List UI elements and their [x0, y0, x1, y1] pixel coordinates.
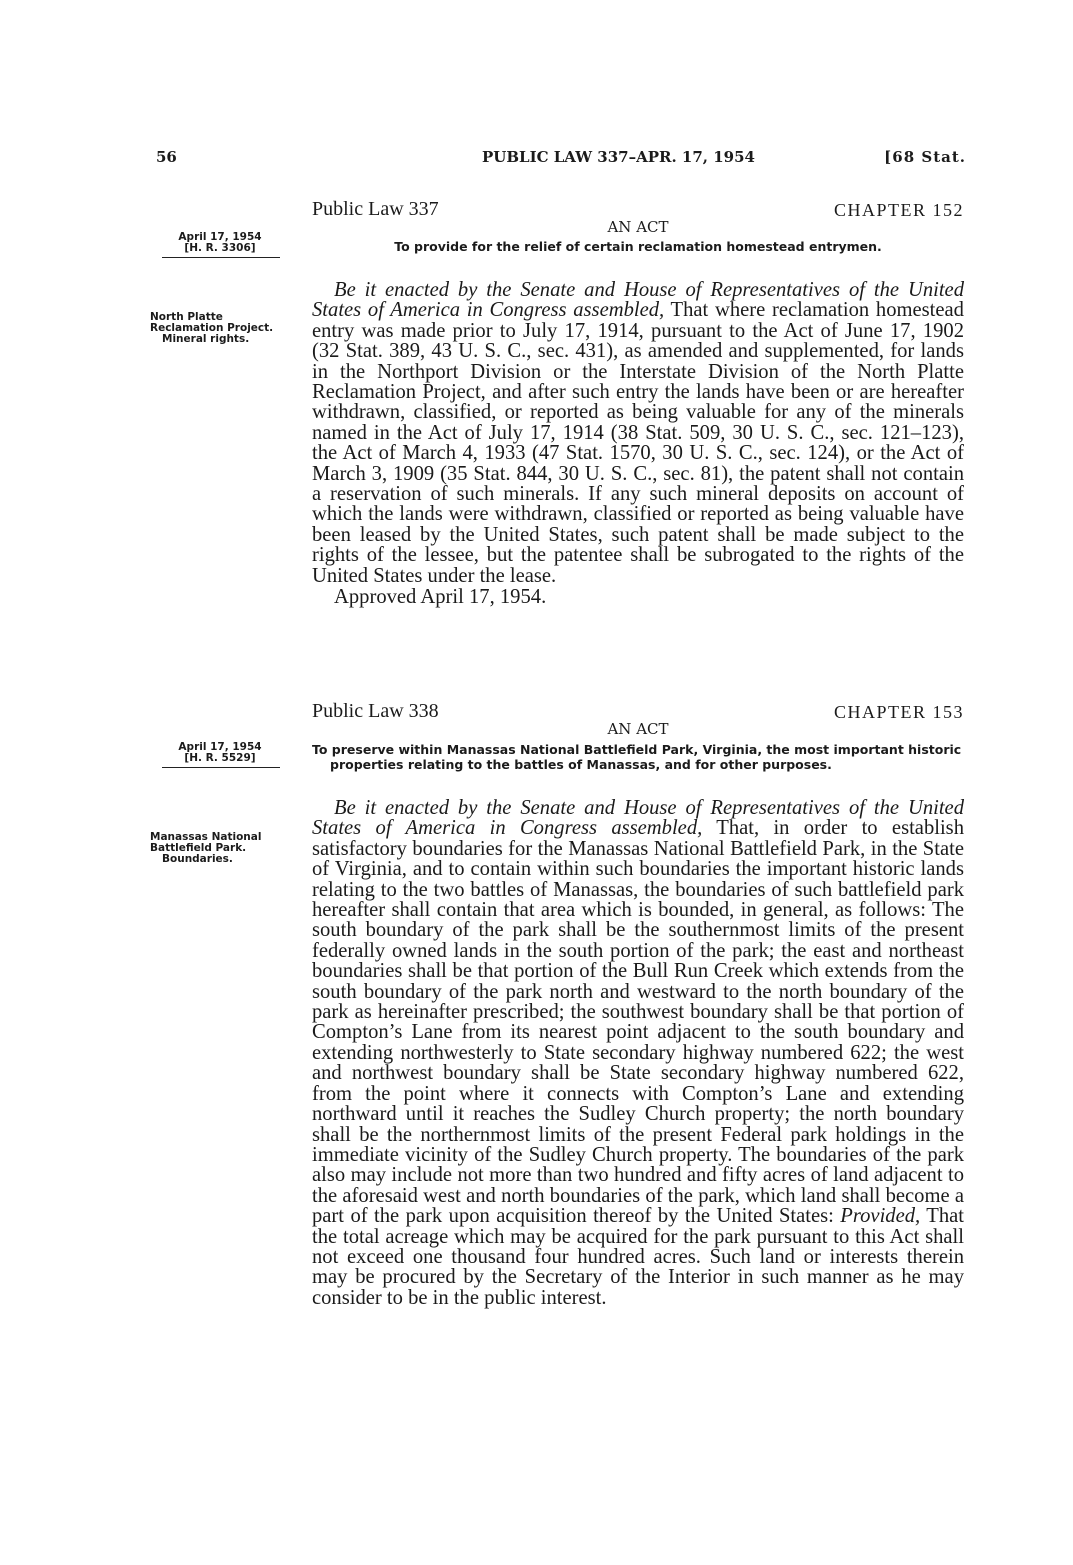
- margin-rule: [162, 257, 280, 258]
- margin-note-topic: [150, 312, 290, 345]
- margin-note-topic: [150, 832, 290, 865]
- chapter-number: CHAPTER 152: [833, 200, 964, 220]
- enacting-clause: Be it enacted by the Senate and House of Representatives of the United States of America in Congress assembled,: [312, 279, 964, 322]
- approval-line: Approved April 17, 1954.: [334, 586, 547, 609]
- law-section: [312, 700, 964, 1308]
- topic-subject: Boundaries.: [162, 853, 233, 865]
- public-law-number: Public Law 337: [312, 198, 439, 220]
- an-act-label: AN ACT: [607, 720, 669, 738]
- act-body: [312, 798, 964, 1308]
- margin-rule: [162, 767, 280, 768]
- act-text: That, in order to establish satisfactory boundaries for the Manassas National Battlefield Park, in the State of Virginia, and to contain within such boundaries the important historic lands relating to the two battles of Manassas, the boundaries of such battlefield park hereafter shall contain that area which is bounded, in general, as follows: The south boundary of the park shall be the southernmost limits of the present federally owned lands in the south portion of the park; the east and northeast boundaries shall be that portion of the Bull Run Creek which extends from the south boundary of the park north and westward to the north boundary of the park as hereinafter prescribed; the southwest boundary shall be that portion of Compton’s Lane from its nearest point adjacent to the south boundary and extending northwesterly to State secondary highway numbered 622; the west and northwest boundary shall be State secondary highway numbered 622, from the point where it connects with Compton’s Lane and extending northward until it reaches the Sudley Church property; the north boundary shall be the northernmost limits of the present Federal park holdings in the immediate vicinity of the Sudley Church property. The boundaries of the park also may include not more than two hundred and fifty acres of land adjacent to the aforesaid west and north boundaries of the park, which land shall become a part of the park upon acquisition thereof by the United States:: [312, 817, 964, 1228]
- approval-date: April 17, 1954: [178, 741, 262, 753]
- act-text-continued: That the total acreage which may be acquired for the park pursuant to this Act shall not exceed one thousand four hundred acres. Such land or interests therein may be procured by the Secretary of the Interior in such manner as he may consider to be in the public interest.: [312, 1205, 964, 1309]
- act-body: [312, 280, 964, 586]
- running-header: [156, 148, 966, 172]
- bill-number: [H. R. 5529]: [184, 752, 256, 764]
- topic-park: Manassas National Battlefield Park.: [150, 831, 262, 854]
- law-section: [312, 198, 964, 608]
- running-title: PUBLIC LAW 337–APR. 17, 1954: [482, 148, 755, 166]
- act-purpose: To preserve within Manassas National Battlefield Park, Virginia, the most important historic properties relating to the battles of Manassas, and for other purposes.: [312, 742, 962, 772]
- act-purpose: To provide for the relief of certain reclamation homestead entrymen.: [394, 239, 882, 254]
- topic-subject: Mineral rights.: [162, 333, 250, 345]
- law-heading: [312, 198, 964, 224]
- act-paragraph: [312, 798, 964, 1308]
- proviso: Provided,: [840, 1205, 921, 1228]
- public-law-number: Public Law 338: [312, 700, 439, 722]
- an-act-label: AN ACT: [607, 218, 669, 236]
- law-heading: [312, 700, 964, 726]
- topic-project: North Platte Reclamation Project.: [150, 311, 274, 334]
- margin-note-date: [150, 742, 290, 768]
- chapter-number: CHAPTER 153: [833, 702, 964, 722]
- act-paragraph: [312, 280, 964, 586]
- margin-note-date: [150, 232, 290, 258]
- volume-reference: [68 Stat.: [884, 148, 966, 166]
- approval-date: April 17, 1954: [178, 231, 262, 243]
- enacting-clause: Be it enacted by the Senate and House of Representatives of the United States of America in Congress assembled,: [312, 797, 964, 840]
- act-text: That where reclamation homestead entry was made prior to July 17, 1914, pursuant to the Act of June 17, 1902 (32 Stat. 389, 43 U. S. C., sec. 431), as amended and supplemented, for lands in the Northport Division or the Interstate Division of the North Platte Reclamation Project, and after such entry the lands have been or are hereafter withdrawn, classified, or reported as being valuable for any of the minerals named in the Act of July 17, 1914 (38 Stat. 509, 30 U. S. C., sec. 121–123), the Act of March 4, 1933 (47 Stat. 1570, 30 U. S. C., sec. 124), or the Act of March 3, 1909 (35 Stat. 844, 30 U. S. C., sec. 81), the patent shall not contain a reservation of such minerals. If any such mineral deposits on account of which the lands were withdrawn, classified or reported as being valuable have been leased by the United States, such patent shall be made subject to the rights of the lessee, but the patentee shall be subrogated to the rights of the United States under the lease.: [312, 299, 964, 587]
- page-number: 56: [156, 148, 177, 166]
- bill-number: [H. R. 3306]: [184, 242, 256, 254]
